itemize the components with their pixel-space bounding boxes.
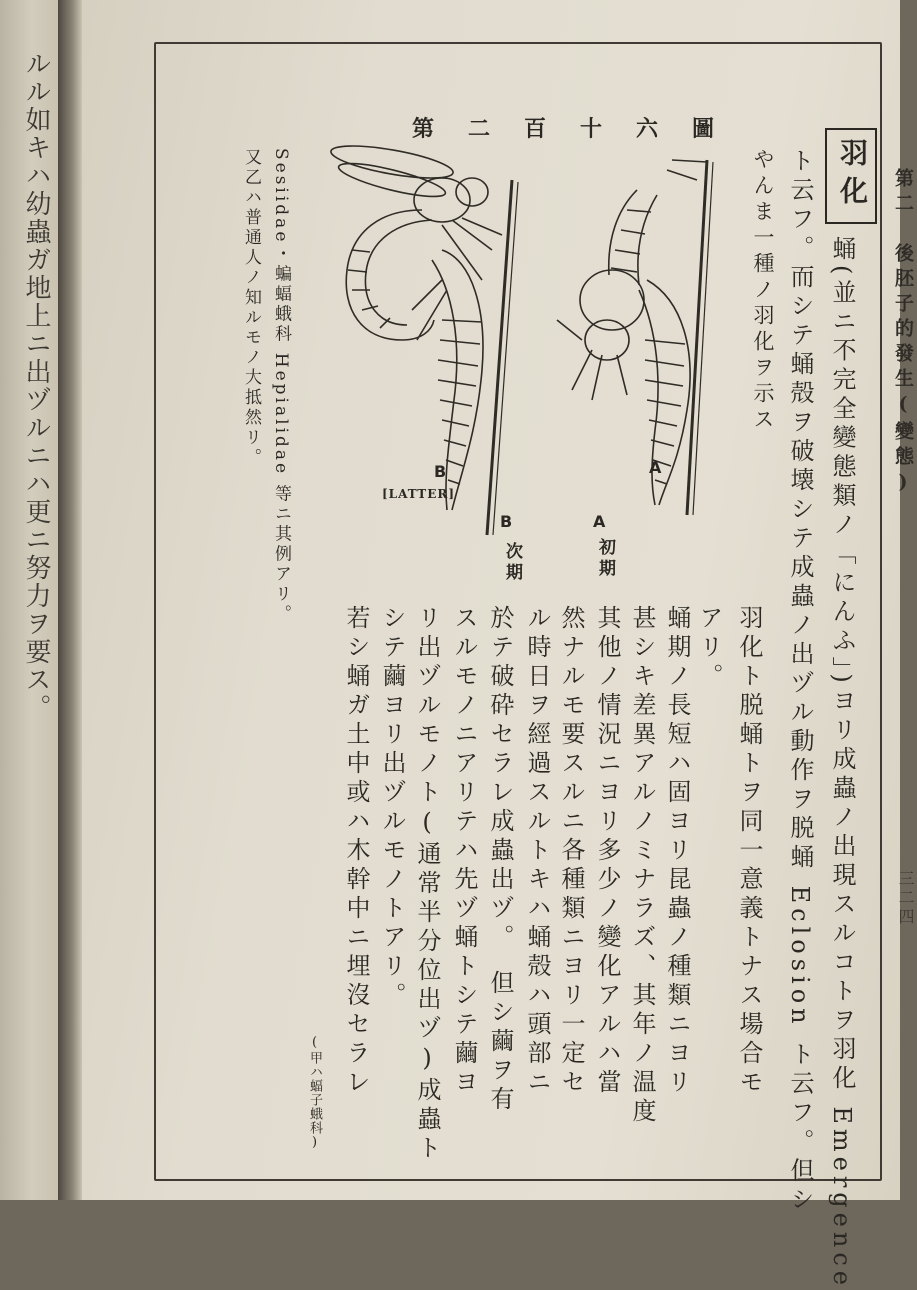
body-column: 若シ蛹ガ土中或ハ木幹中ニ埋沒セラレ [342, 605, 370, 1098]
body-column: 甚シキ差異アルノミナラズ、其年ノ温度 [628, 605, 656, 1127]
section-heading-emergence: 羽化 [825, 128, 877, 224]
body-column: アリ。 [695, 605, 723, 692]
running-head: 第二 後胚子的發生(變態) [892, 168, 914, 499]
body-column: 然ナルモ要スルニ各種類ニヨリ一定セ [557, 605, 585, 1098]
body-column: ル時日ヲ經過スルトキハ蛹殻ハ頭部ニ [523, 605, 551, 1098]
caption-b-text: 次期 [502, 542, 522, 584]
body-column: 於テ破砕セラレ成蟲出ヅ。 但シ繭ヲ有 [486, 605, 514, 1115]
dragonfly-emerging-early-illustration [547, 150, 737, 520]
body-column: 蛹期ノ長短ハ固ヨリ昆蟲ノ種類ニヨリ [663, 605, 691, 1098]
body-column: ト云フ。而シテ蛹殻ヲ破壊シテ成蟲ノ出ヅル動作ヲ脱蛹 Eclosion ト云フ。但シ [786, 148, 814, 1216]
figure-label-b: B [434, 462, 447, 481]
page-number: 三二四 [896, 870, 915, 927]
book-page [82, 0, 915, 1290]
body-column: リ出ヅルモノト(通常半分位出ヅ)成蟲ト [413, 605, 441, 1164]
book-gutter [58, 0, 82, 1200]
body-column: スルモノニアリテハ先ヅ蛹トシテ繭ヨ [450, 605, 478, 1098]
body-column: やんま一種ノ羽化ヲ示ス [751, 148, 775, 434]
body-column: 羽化ト脱蛹トヲ同一意義トナス場合モ [735, 605, 763, 1098]
previous-page-column: ルル如キハ幼蟲ガ地上ニ出ヅルニハ更ニ努力ヲ要ス。 [21, 50, 51, 722]
body-column: 蛹(並ニ不完全變態類ノ「にんふ」)ヨリ成蟲ノ出現スルコトヲ羽化 Emergence [828, 236, 856, 1290]
body-column: シテ繭ヨリ出ヅルモノトアリ。 [378, 605, 406, 1011]
body-small-note: (甲ハ蝠子蛾科) [307, 1035, 322, 1151]
figure-label-a: A [649, 458, 662, 477]
figure-title: 第二百十六圖 [412, 116, 749, 142]
caption-a-letter: A [593, 512, 610, 531]
figure-label-latter: [LATTER] [382, 487, 455, 501]
footnote-line-2: 又乙ハ普通人ノ知ルモノ大抵然リ。 [241, 148, 261, 468]
caption-a-text: 初期 [595, 538, 615, 580]
previous-page-edge [0, 0, 58, 1200]
caption-b-letter: B [500, 512, 517, 531]
footnote-line-1: Sesiidae・蝙蝠蛾科 Hepialidae 等ニ其例アリ。 [271, 148, 291, 625]
dragonfly-emerging-later-illustration [322, 140, 527, 540]
body-column: 其他ノ情況ニヨリ多少ノ變化アルハ當 [593, 605, 621, 1098]
